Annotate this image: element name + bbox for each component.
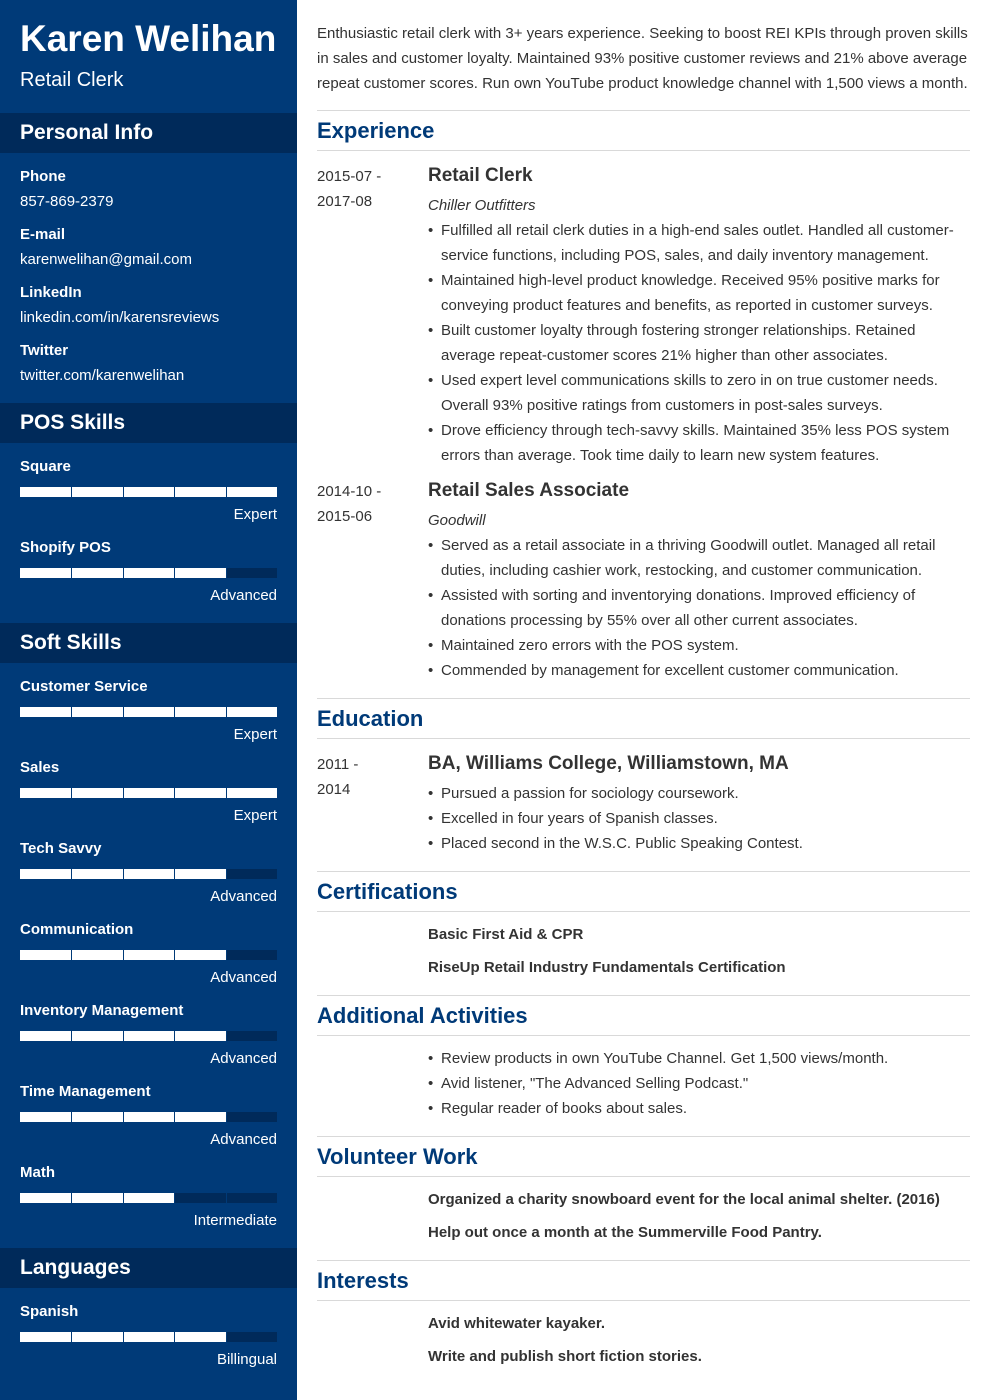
skill-bar-separator	[226, 1112, 227, 1122]
language-name: Spanish	[20, 1303, 79, 1320]
skill-bar	[20, 869, 277, 879]
sidebar	[0, 0, 297, 1400]
pos-skills-heading	[0, 403, 297, 443]
skill-bar-separator	[71, 1332, 72, 1342]
job-date-end: 2015-06	[317, 508, 373, 525]
volunteer-item: Organized a charity snowboard event for the local animal shelter. (2016)	[428, 1191, 940, 1208]
skill-bar-separator	[71, 707, 72, 717]
skill-name: Communication	[20, 921, 134, 938]
linkedin-label: LinkedIn	[20, 284, 82, 301]
education-date-start: 2011 -	[317, 756, 359, 773]
job-date-start: 2015-07 -	[317, 168, 382, 185]
education-degree: BA, Williams College, Williamstown, MA	[428, 753, 789, 774]
skill-bar-separator	[174, 707, 175, 717]
activities-bullets	[428, 1046, 970, 1121]
skill-name: Sales	[20, 759, 60, 776]
job-company: Goodwill	[428, 512, 486, 529]
skill-bar-separator	[174, 1031, 175, 1041]
skill-bar-separator	[174, 568, 175, 578]
skill-bar-separator	[71, 1112, 72, 1122]
email-value: karenwelihan@gmail.com	[20, 251, 192, 268]
twitter-value: twitter.com/karenwelihan	[20, 367, 185, 384]
skill-bar-separator	[123, 1031, 124, 1041]
skill-bar-separator	[174, 788, 175, 798]
divider	[317, 1260, 970, 1261]
list-item: • Regular reader of books about sales.	[428, 1096, 970, 1121]
skill-bar-separator	[226, 487, 227, 497]
skill-bar-separator	[174, 869, 175, 879]
skill-bar-separator	[226, 1193, 227, 1203]
skill-bar	[20, 788, 277, 798]
skill-bar-separator	[123, 1332, 124, 1342]
skill-bar	[20, 707, 277, 717]
skill-level: Advanced	[210, 587, 277, 604]
certification-item: Basic First Aid & CPR	[428, 926, 584, 943]
skill-level: Intermediate	[193, 1212, 277, 1229]
list-item: • Pursued a passion for sociology coursework.	[428, 781, 970, 806]
job-date-start: 2014-10 -	[317, 483, 382, 500]
skill-bar-separator	[123, 568, 124, 578]
divider	[317, 1136, 970, 1137]
skill-bar	[20, 568, 277, 578]
skill-bar-fill	[20, 487, 277, 497]
skill-bar-separator	[226, 869, 227, 879]
skill-bar-separator	[226, 1332, 227, 1342]
skill-bar-separator	[174, 1112, 175, 1122]
volunteer-heading: Volunteer Work	[317, 1144, 478, 1169]
skill-bar-separator	[226, 788, 227, 798]
soft-skills-heading	[0, 623, 297, 663]
list-item: • Built customer loyalty through fostering stronger relationships. Retained average repeat-customer scores 21% higher than other associates.	[428, 318, 970, 368]
skill-bar-separator	[174, 487, 175, 497]
education-date-end: 2014	[317, 781, 351, 798]
pos-skills-heading-text: POS Skills	[20, 411, 126, 434]
divider	[317, 738, 970, 739]
skill-bar-separator	[226, 707, 227, 717]
list-item: • Used expert level communications skills to zero in on true customer needs. Overall 93% positive ratings from customers in post-sales surveys.	[428, 368, 970, 418]
activities-heading: Additional Activities	[317, 1003, 528, 1028]
skill-bar-fill	[20, 1193, 174, 1203]
list-item: • Commended by management for excellent customer communication.	[428, 658, 970, 683]
skill-level: Advanced	[210, 969, 277, 986]
skill-name: Shopify POS	[20, 539, 111, 556]
languages-heading-text: Languages	[20, 1256, 131, 1279]
skill-bar-separator	[123, 487, 124, 497]
skill-bar	[20, 950, 277, 960]
skill-bar	[20, 1112, 277, 1122]
divider	[317, 1035, 970, 1036]
skill-bar-separator	[226, 1031, 227, 1041]
interests-heading: Interests	[317, 1268, 409, 1293]
personal-info-heading-text: Personal Info	[20, 121, 154, 144]
language-level: Billingual	[216, 1351, 277, 1368]
skill-bar-separator	[71, 568, 72, 578]
divider	[317, 698, 970, 699]
phone-label: Phone	[20, 168, 66, 185]
language-bar	[20, 1332, 277, 1342]
skill-bar-separator	[174, 950, 175, 960]
list-item: • Assisted with sorting and inventorying donations. Improved efficiency of donations processing by 55% over all other current associates.	[428, 583, 970, 633]
volunteer-item: Help out once a month at the Summerville Food Pantry.	[428, 1224, 822, 1241]
skill-bar-separator	[123, 788, 124, 798]
list-item: • Review products in own YouTube Channel. Get 1,500 views/month.	[428, 1046, 970, 1071]
skill-level: Advanced	[210, 1050, 277, 1067]
profile-summary: Enthusiastic retail clerk with 3+ years experience. Seeking to boost REI KPIs through proven skills in sales and customer loyalty. Maintained 93% positive customer reviews and 21% above average repeat customer scores. Run own YouTube product knowledge channel with 1,500 views a month.	[317, 25, 968, 92]
skill-bar-separator	[123, 950, 124, 960]
interest-item: Avid whitewater kayaker.	[428, 1315, 606, 1332]
skill-bar-separator	[174, 1193, 175, 1203]
job-bullets	[428, 533, 970, 683]
divider	[317, 871, 970, 872]
certification-item: RiseUp Retail Industry Fundamentals Certification	[428, 959, 786, 976]
divider	[317, 911, 970, 912]
skill-bar-fill	[20, 707, 277, 717]
list-item: • Maintained zero errors with the POS system.	[428, 633, 970, 658]
skill-bar-fill	[20, 788, 277, 798]
certifications-heading: Certifications	[317, 879, 458, 904]
linkedin-value: linkedin.com/in/karensreviews	[20, 309, 220, 326]
skill-bar	[20, 1193, 277, 1203]
job-bullets	[428, 218, 970, 468]
education-bullets	[428, 781, 970, 856]
list-item: • Served as a retail associate in a thriving Goodwill outlet. Managed all retail duties, including cashier work, restocking, and customer communication.	[428, 533, 970, 583]
skill-level: Expert	[233, 807, 277, 824]
job-title: Retail Clerk	[428, 165, 533, 186]
divider	[317, 1300, 970, 1301]
skill-name: Square	[20, 458, 71, 475]
skill-level: Expert	[233, 726, 277, 743]
email-label: E-mail	[20, 226, 66, 243]
skill-bar-separator	[71, 1193, 72, 1203]
skill-level: Expert	[233, 506, 277, 523]
divider	[317, 150, 970, 151]
phone-value: 857-869-2379	[20, 193, 114, 210]
soft-skills-heading-text: Soft Skills	[20, 631, 122, 654]
education-heading: Education	[317, 706, 424, 731]
skill-bar-separator	[123, 1193, 124, 1203]
skill-name: Time Management	[20, 1083, 151, 1100]
list-item: • Fulfilled all retail clerk duties in a high-end sales outlet. Handled all customer-service functions, including POS, sales, and daily inventory management.	[428, 218, 970, 268]
job-company: Chiller Outfitters	[428, 197, 536, 214]
skill-name: Math	[20, 1164, 55, 1181]
skill-name: Tech Savvy	[20, 840, 102, 857]
skill-bar-separator	[71, 950, 72, 960]
candidate-title: Retail Clerk	[20, 69, 124, 91]
job-date-end: 2017-08	[317, 193, 373, 210]
skill-bar-separator	[123, 1112, 124, 1122]
skill-bar	[20, 487, 277, 497]
main-content	[317, 0, 970, 1400]
list-item: • Placed second in the W.S.C. Public Speaking Contest.	[428, 831, 970, 856]
personal-info-heading	[0, 113, 297, 153]
skill-name: Inventory Management	[20, 1002, 184, 1019]
skill-bar-separator	[71, 788, 72, 798]
skill-bar-separator	[123, 707, 124, 717]
skill-bar-separator	[71, 1031, 72, 1041]
list-item: • Drove efficiency through tech-savvy skills. Maintained 35% less POS system errors than average. Took time daily to learn new system features.	[428, 418, 970, 468]
skill-bar-separator	[123, 869, 124, 879]
divider	[317, 110, 970, 111]
skill-bar-separator	[71, 487, 72, 497]
candidate-name: Karen Welihan	[20, 18, 277, 59]
list-item: • Maintained high-level product knowledge. Received 95% positive marks for conveying product features and benefits, as reported in customer surveys.	[428, 268, 970, 318]
job-title: Retail Sales Associate	[428, 480, 630, 501]
skill-bar-separator	[226, 568, 227, 578]
skill-bar-separator	[174, 1332, 175, 1342]
divider	[317, 995, 970, 996]
list-item: • Excelled in four years of Spanish classes.	[428, 806, 970, 831]
twitter-label: Twitter	[20, 342, 69, 359]
list-item: • Avid listener, "The Advanced Selling Podcast."	[428, 1071, 970, 1096]
languages-heading	[0, 1248, 297, 1288]
skill-level: Advanced	[210, 1131, 277, 1148]
skill-level: Advanced	[210, 888, 277, 905]
skill-bar-separator	[226, 950, 227, 960]
skill-bar-separator	[71, 869, 72, 879]
skill-bar	[20, 1031, 277, 1041]
divider	[317, 1176, 970, 1177]
interest-item: Write and publish short fiction stories.	[428, 1348, 702, 1365]
skill-name: Customer Service	[20, 678, 148, 695]
experience-heading: Experience	[317, 118, 435, 143]
